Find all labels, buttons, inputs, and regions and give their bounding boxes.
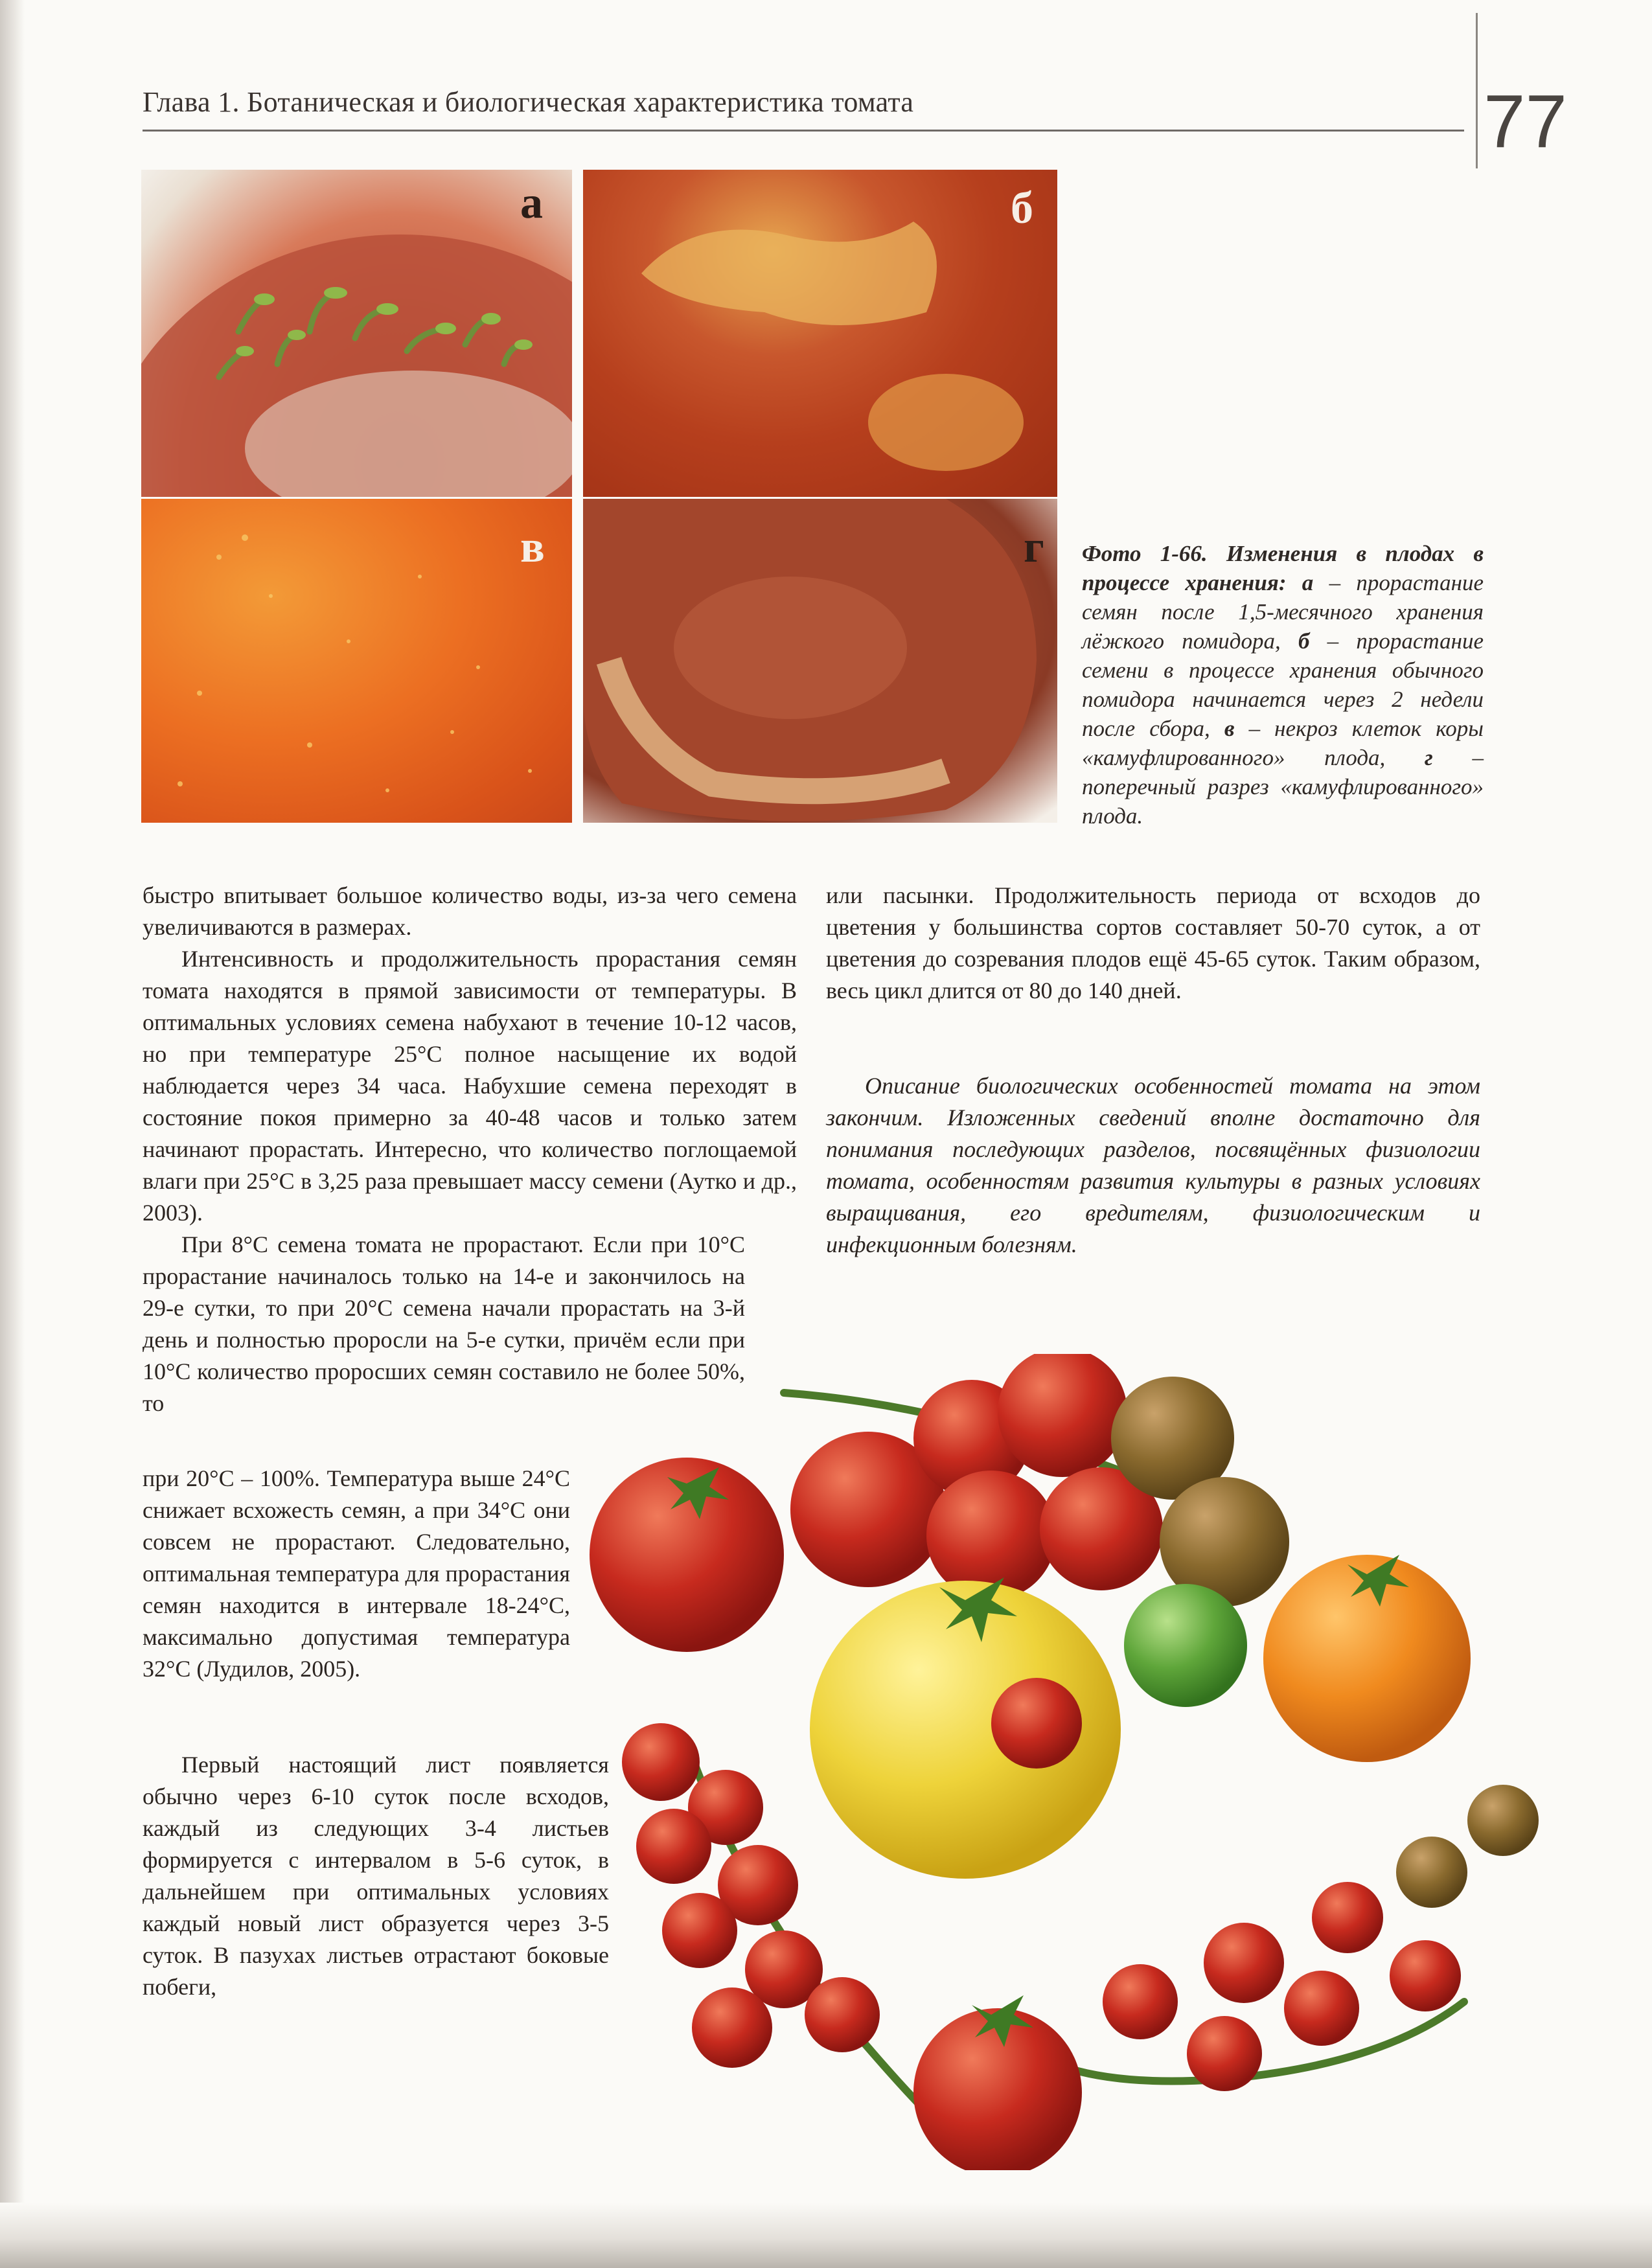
caption-text-b: – прорастание семени в процессе хранения обычного помидора начинается через 2 недели после сбора, [1082,628,1484,741]
page-bottom-shadow [0,2203,1652,2268]
tomato-varieties-photo [570,1354,1555,2170]
caption-text-g: – поперечный разрез «камуфлированного» плода. [1082,745,1484,829]
header-divider [1476,13,1478,168]
tomato-cross-section-image [583,499,1057,823]
running-header [143,78,1464,132]
right-column [826,880,1480,1007]
paragraph-left-1: быстро впитывает большое количество воды, из-за чего семена увеличиваются в размерах. [143,882,797,940]
caption-text-v: – некроз клеток коры «камуфлированного» плода, [1082,716,1484,770]
figure-caption [1082,539,1484,830]
paragraph-right-1: или пасынки. Продолжительность периода от всходов до цветения у большинства сортов составляет 50-70 суток, а от цветения до созревания плодов ещё 45-65 суток. Таким образом, весь цикл длится от 80 до 140 дней. [826,882,1480,1003]
panel-letter-v: в [520,522,545,572]
sprouting-seeds-image [141,170,572,497]
panel-letter-a: а [520,178,543,228]
left-column-wrap-text-1 [143,1463,570,1685]
caption-title: Фото 1-66. Изменения в плодах в процессе хранения: [1082,541,1484,595]
panel-letter-g: г [1024,522,1044,572]
caption-letter-g: г [1424,745,1433,770]
page-edge-shadow [0,0,25,2268]
caption-text-a: – прорастание семян после 1,5-месячного хранения лёжкого помидора, [1082,570,1484,654]
left-column-wrap-text-2 [143,1749,609,2003]
paragraph-right-note: Описание биологических особенностей томата на этом закончим. Изложенных сведений вполне достаточно для понимания последующих разделов, посвящённых физиологии томата, особенностям развития культуры в разных условиях выращивания, его вредителям, физиологическим и инфекционным болезням. [826,1073,1480,1257]
photo-panel-d [583,499,1057,823]
paragraph-left-4: Первый настоящий лист появляется обычно через 6-10 суток после всходов, каждый из следующих 3-4 листьев формируется с интервалом в 5-6 суток, в дальнейшем при оптимальных условиях каждый новый лист образуется через 3-5 суток. В пазухах листьев отрастают боковые побеги, [143,1752,609,2000]
photo-panel-c [141,499,572,823]
photo-panel-a [141,170,572,497]
panel-letter-b: б [1011,183,1033,233]
running-head-title: Глава 1. Ботаническая и биологическая характеристика томата [143,86,914,118]
left-column-full-width [143,880,797,1419]
necrosis-closeup-image [141,499,572,823]
closing-note [826,1070,1480,1261]
paragraph-left-3: При 8°С семена томата не прорастают. Если при 10°С прорастание начиналось только на 14-е и закончилось на 29-е сутки, то при 20°С семена начали прорастать на 3-й день и полностью проросли на 5-е сутки, причём если при 10°С количество проросших семян составило не более 50%, то [143,1231,745,1416]
photo-panel-b [583,170,1057,497]
paragraph-left-3-continued: при 20°С – 100%. Температура выше 24°С снижает всхожесть семян, а при 34°С они совсем не прорастают. Следовательно, оптимальная температура для прорастания семян находится в интервале 18-24°С, максимально допустимая температура 32°С (Лудилов, 2005). [143,1465,570,1682]
caption-letter-a: а [1302,570,1314,595]
caption-letter-b: б [1298,628,1310,654]
tomato-seed-closeup-image [583,170,1057,497]
caption-letter-v: в [1224,716,1235,741]
paragraph-left-2: Интенсивность и продолжительность прорастания семян томата находятся в прямой зависимости от температуры. В оптимальных условиях семена набухают в течение 10-12 часов, но при температуре 25°С полное насыщение их водой наблюдается через 34 часа. Набухшие семена переходят в состояние покоя примерно за 40-48 часов и только затем начинают прорастать. Интересно, что количество поглощаемой влаги при 25°С в 3,25 раза превышает массу семени (Аутко и др., 2003). [143,946,797,1226]
page-number: 77 [1484,79,1568,163]
